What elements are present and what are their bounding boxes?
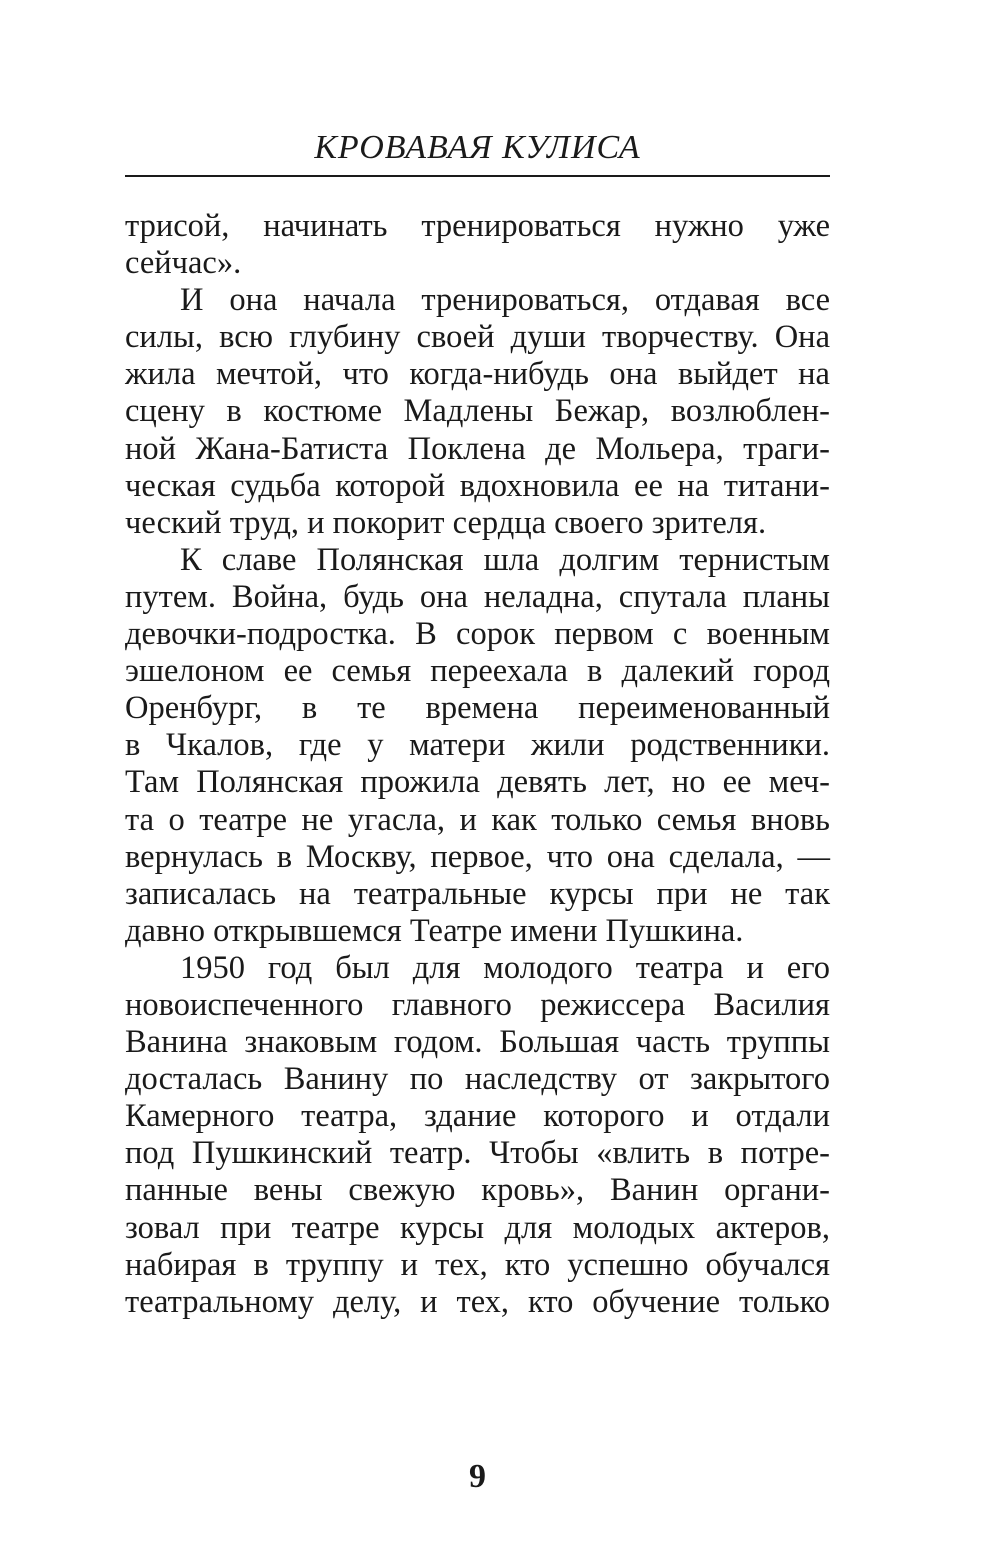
text-line: Ванина знаковым годом. Большая часть труппы (125, 1024, 830, 1061)
text-line: зовал при театре курсы для молодых актеров, (125, 1209, 830, 1246)
text-line: жила мечтой, что когда-нибудь она выйдет на (125, 356, 830, 393)
text-line: И она начала тренироваться, отдавая все (180, 282, 830, 319)
text-line: эшелоном ее семья переехала в далекий город (125, 653, 830, 690)
text-line: силы, всю глубину своей души творчеству. Она (125, 319, 830, 356)
running-header: КРОВАВАЯ КУЛИСА (314, 129, 641, 166)
text-line: девочки-подростка. В сорок первом с военным (125, 616, 830, 653)
text-line: панные вены свежую кровь», Ванин органи- (125, 1172, 830, 1209)
text-line: сцену в костюме Мадлены Бежар, возлюблен- (125, 393, 830, 430)
text-line: К славе Полянская шла долгим тернистым (180, 541, 830, 578)
text-line: вернулась в Москву, первое, что она сделала, — (125, 838, 830, 875)
text-line: Оренбург, в те времена переименованный (125, 690, 830, 727)
text-line: сейчас». (125, 245, 242, 282)
page-number: 9 (469, 1458, 486, 1495)
text-line: давно открывшемся Театре имени Пушкина. (125, 912, 744, 949)
text-line: ческий труд, и покорит сердца своего зрителя. (125, 504, 767, 541)
text-line: ческая судьба которой вдохновила ее на титани- (125, 467, 830, 504)
text-line: досталась Ванину по наследству от закрытого (125, 1061, 830, 1098)
text-line: театральному делу, и тех, кто обучение только (125, 1283, 830, 1320)
text-line: 1950 год был для молодого театра и его (180, 949, 830, 986)
text-line: под Пушкинский театр. Чтобы «влить в потре- (125, 1135, 830, 1172)
text-line: набирая в труппу и тех, кто успешно обучался (125, 1246, 830, 1283)
header-rule (125, 175, 830, 177)
text-line: записалась на театральные курсы при не так (125, 875, 830, 912)
text-line: Камерного театра, здание которого и отдали (125, 1098, 830, 1135)
text-line: в Чкалов, где у матери жили родственники. (125, 727, 830, 764)
body-text (125, 208, 830, 1321)
text-line: Там Полянская прожила девять лет, но ее меч- (125, 764, 830, 801)
text-line: путем. Война, будь она неладна, спутала планы (125, 578, 830, 615)
text-line: трисой, начинать тренироваться нужно уже (125, 208, 830, 244)
text-line: та о театре не угасла, и как только семья вновь (125, 801, 830, 838)
text-line: новоиспеченного главного режиссера Василия (125, 986, 830, 1023)
text-line: ной Жана-Батиста Поклена де Мольера, траги- (125, 430, 830, 467)
